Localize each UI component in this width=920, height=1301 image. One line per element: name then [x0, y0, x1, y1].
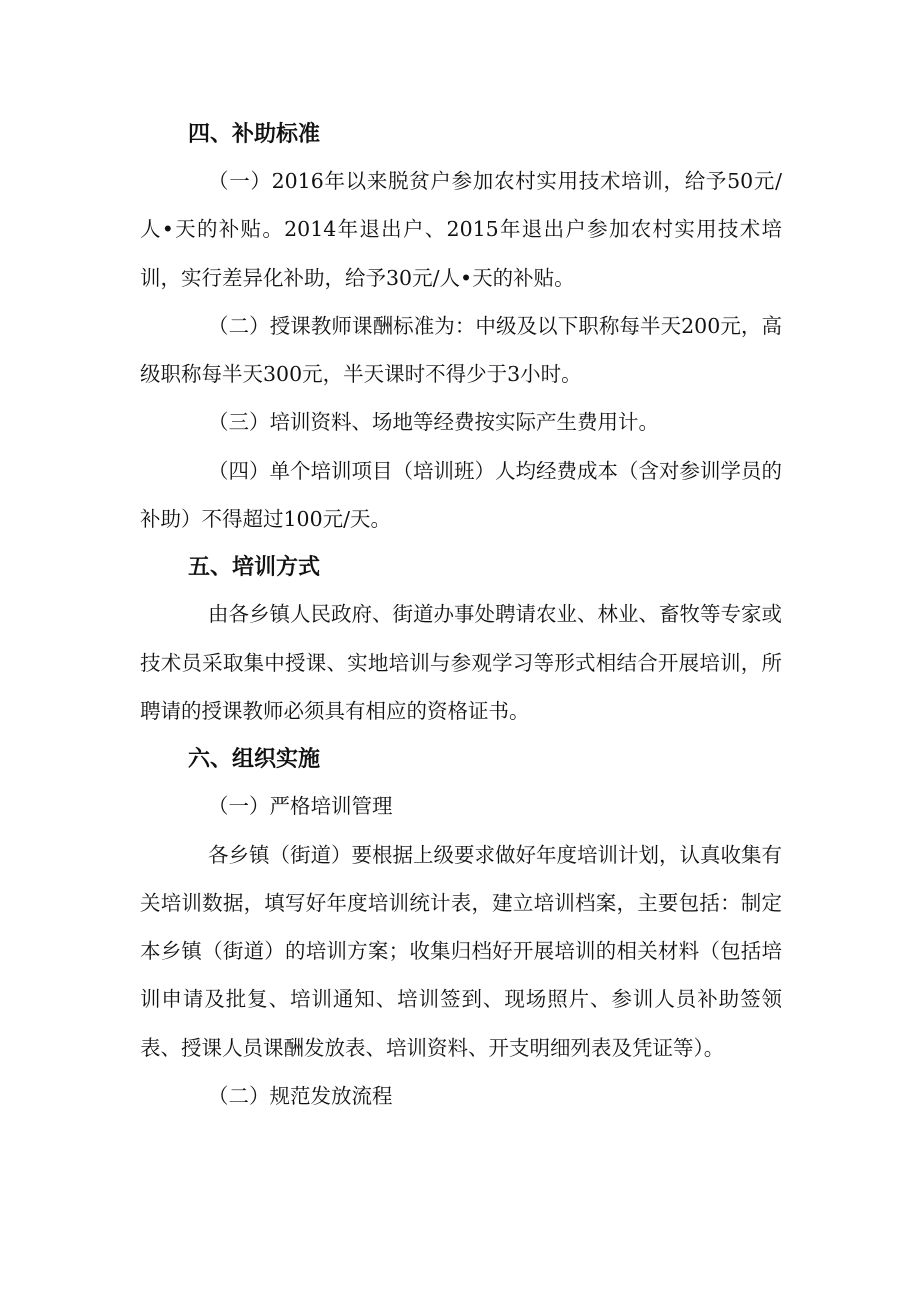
paragraph-training-method: 由各乡镇人民政府、街道办事处聘请农业、林业、畜牧等专家或技术员采取集中授课、实地培训与参观学习等形式相结合开展培训，所聘请的授课教师必须具有相应的资格证书。: [140, 602, 782, 723]
paragraph-teacher-fees: （二）授课教师课酬标准为：中级及以下职称每半天200元，高级职称每半天300元，半天课时不得少于3小时。: [140, 313, 782, 387]
section-heading-organization: 六、组织实施: [188, 747, 321, 773]
paragraph-subsidy-trainees: （一）2016年以来脱贫户参加农村实用技术培训，给予50元/人•天的补贴。2014年退出户、2015年退出户参加农村实用技术培训，实行差异化补助，给予30元/人•天的补贴。: [140, 169, 782, 290]
subheading-distribution-process: （二）规范发放流程: [208, 1084, 393, 1109]
paragraph-cost-cap: （四）单个培训项目（培训班）人均经费成本（含对参训学员的补助）不得超过100元/天。: [140, 458, 782, 532]
paragraph-materials-venue: （三）培训资料、场地等经费按实际产生费用计。: [208, 410, 659, 435]
paragraph-training-management: 各乡镇（街道）要根据上级要求做好年度培训计划，认真收集有关培训数据，填写好年度培训统计表，建立培训档案，主要包括：制定本乡镇（街道）的培训方案；收集归档好开展培训的相关材料（包括培训申请及批复、培训通知、培训签到、现场照片、参训人员补助签领表、授课人员课酬发放表、培训资料、开支明细列表及凭证等）。: [140, 842, 782, 1060]
section-heading-training-method: 五、培训方式: [188, 555, 321, 581]
subheading-training-management: （一）严格培训管理: [208, 794, 393, 819]
document-body: [140, 113, 782, 1120]
section-heading-subsidy-standard: 四、补助标准: [188, 122, 321, 147]
